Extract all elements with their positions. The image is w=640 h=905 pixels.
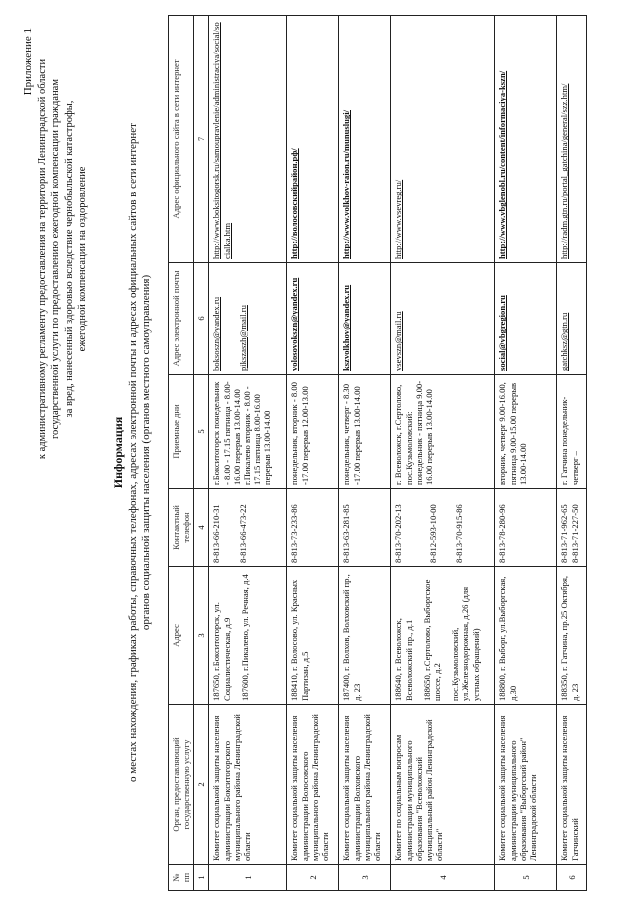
table-row [209, 16, 287, 891]
site-link[interactable]: http://radm.gtn.ru/portal_gatchina/general/szz.htm/ [559, 83, 570, 259]
site-cell [557, 16, 587, 263]
row-number: 3 [339, 865, 391, 891]
table-row [339, 16, 391, 891]
phone-cell [209, 489, 287, 567]
email-link[interactable]: kszvolkhov@yandex.ru [341, 284, 352, 371]
address-line: пос.Кузьмоловский, ул.Железнодорожная, д.26 (для устных обращений) [450, 586, 481, 701]
header-cell: Приемные дни [169, 375, 194, 489]
column-number: 2 [194, 705, 209, 865]
days-cell [339, 375, 391, 489]
address-cell [495, 567, 557, 705]
organ-cell: Комитет социальной защиты населения администрации муниципального образования "Выборгский район" Ленинградской области [495, 705, 557, 865]
site-cell [391, 16, 495, 263]
column-number: 3 [194, 567, 209, 705]
email-link[interactable]: pikszaszh@mail.ru [237, 305, 248, 371]
days-line: г. Всеволожск, г.Сертолово, пос.Кузьмоловский: понедельник - пятница 9.00-16.00 перерыв 13.00-14.00 [393, 380, 435, 485]
row-number: 1 [209, 865, 287, 891]
heading-line: о местах нахождения, графиках работы, справочных телефонах, адресах электронной почты и адресах официальных сайтов в сети интернет [126, 123, 139, 782]
header-cell: Адрес официального сайта в сети интернет [169, 16, 194, 263]
phone-cell [339, 489, 391, 567]
column-number: 1 [194, 865, 209, 891]
column-number: 5 [194, 375, 209, 489]
days-line: вторник, четверг 9.00-16.00, пятница 9.00-15.00 перерыв 13.00-14.00 [497, 382, 528, 485]
phone-line: 8-813-63-281-85 [341, 504, 352, 563]
phone-line: 8-813-66-473-22 [237, 504, 248, 563]
appendix-block [22, 24, 90, 494]
address-line: 187400, г. Волхов, Волховский пр., д. 23 [341, 574, 362, 701]
email-link[interactable]: boksoszn@yandex.ru [211, 296, 222, 371]
column-number: 7 [194, 16, 209, 263]
days-line: понедельник, вторник - 8.00 -17.00 перерыв 12.00-13.00 [289, 382, 310, 485]
appendix-line: государственной услуги по предоставлению ежегодной компенсации гражданам [50, 79, 61, 439]
days-cell [557, 375, 587, 489]
table-row [495, 16, 557, 891]
appendix-title: Приложение 1 [22, 28, 34, 96]
heading-line: органов социальной защиты населения (органов местного самоуправления) [140, 274, 152, 631]
table-row [287, 16, 339, 891]
organ-cell: Комитет социальной защиты населения администрации Волосовского муниципального района Ленинградской области [287, 705, 339, 865]
row-number: 6 [557, 865, 587, 891]
address-cell [287, 567, 339, 705]
column-number-row [194, 16, 209, 891]
site-link[interactable]: http://волосовскийрайон.рф/ [289, 148, 300, 259]
phone-line: 8-813-70-202-13 [393, 504, 404, 563]
appendix-line: к административному регламенту предоставления на территории Ленинградской области [36, 58, 48, 460]
address-line: 188800, г. Выборг, ул.Выборгская, д.30 [497, 576, 518, 701]
days-cell [209, 375, 287, 489]
address-line: 188410, г. Волосово, ул. Красных Партизан, д.5 [289, 579, 310, 701]
header-cell: Контактный телефон [169, 489, 194, 567]
address-line: 187600, г.Пикалево, ул. Речная, д.4 [239, 574, 250, 701]
heading-title: Информация [111, 416, 125, 489]
table-header-row [169, 16, 194, 891]
email-cell [495, 263, 557, 375]
table-row [391, 16, 495, 891]
site-cell [209, 16, 287, 263]
email-link[interactable]: social@vbgregion.ru [497, 295, 508, 371]
site-cell [287, 16, 339, 263]
document-heading [112, 30, 154, 875]
phone-cell [287, 489, 339, 567]
site-cell [339, 16, 391, 263]
email-cell [557, 263, 587, 375]
email-link[interactable]: vsevszn@mail.ru [393, 311, 404, 371]
site-link[interactable]: http://www.vsevreg.ru/ [393, 179, 404, 259]
address-line: 188350, г. Гатчина, пр.25 Октября, д. 23 [559, 575, 580, 701]
days-line: г.Бокситогорск понедельник - 8.00 - 17.15 пятница - 8.00-16.00 перерыв 13.00-14.00 [211, 381, 242, 485]
organ-cell: Комитет по социальным вопросам администрации муниципального образования "Всеволожский муниципальный район Ленинградской области" [391, 705, 495, 865]
offices-table [168, 15, 587, 891]
column-number: 4 [194, 489, 209, 567]
address-line: 188640, г. Всеволожск, Всеволожский пр., д.1 [393, 618, 414, 701]
email-link[interactable]: gatchksz@gtn.ru [559, 312, 570, 371]
email-cell [209, 263, 287, 375]
email-cell [287, 263, 339, 375]
header-cell: Орган, предоставляющий государственную услугу [169, 705, 194, 865]
row-number: 2 [287, 865, 339, 891]
site-cell [495, 16, 557, 263]
site-link[interactable]: http://www.volkhov-raion.ru/munuslugi/ [341, 110, 352, 259]
email-cell [391, 263, 495, 375]
phone-line: 8-813-66-210-31 [211, 504, 222, 563]
appendix-line: за вред, нанесенный здоровью вследствие чернобыльской катастрофы, [63, 100, 75, 418]
phone-cell [391, 489, 495, 567]
address-cell [391, 567, 495, 705]
row-number: 5 [495, 865, 557, 891]
days-cell [495, 375, 557, 489]
phone-line: 8-813-78-280-96 [497, 504, 508, 563]
phone-line: 8-813-71-962-65 [559, 504, 570, 563]
phone-cell [495, 489, 557, 567]
header-cell: Адрес [169, 567, 194, 705]
phone-line: 8-813-73-233-86 [289, 504, 300, 563]
address-cell [339, 567, 391, 705]
header-cell: № пп [169, 865, 194, 891]
column-number: 6 [194, 263, 209, 375]
site-link[interactable]: http://www.vbglenobl.ru/content/informaciya-kszn/ [497, 70, 508, 259]
days-line: понедельник, четверг - 8.30 -17.00 перерыв 13.00-14.00 [341, 384, 362, 485]
email-link[interactable]: volosovokszn@yandex.ru [289, 277, 300, 371]
address-line: 187650, г.Бокситогорск, ул. Социалистическая, д.9 [211, 602, 232, 701]
days-line: г.Пикалево вторник - 8.00 - 17.15 пятница 8.00-16.00 перерыв 13.00-14.00 [242, 386, 273, 485]
organ-cell: Комитет социальной защиты населения Гатчинский [557, 705, 587, 865]
email-cell [339, 263, 391, 375]
table-row [557, 16, 587, 891]
address-cell [557, 567, 587, 705]
phone-cell [557, 489, 587, 567]
phone-line: 8-813-70-915-86 [453, 504, 464, 563]
organ-cell: Комитет социальной защиты населения администрации Бокситогорского муниципального района Ленинградской области [209, 705, 287, 865]
address-line: 188650, г.Сертолово, Выборгское шоссе, д.2 [421, 579, 443, 701]
phone-line: 8-812-593-10-00 [427, 504, 438, 563]
days-cell [287, 375, 339, 489]
days-line: г. Гатчина понедельник-четверг – [559, 396, 580, 485]
address-cell [209, 567, 287, 705]
appendix-line: ежегодной компенсации на оздоровление [77, 166, 88, 352]
days-cell [391, 375, 495, 489]
header-cell: Адрес электронной почты [169, 263, 194, 375]
organ-cell: Комитет социальной защиты населения администрации Волховского муниципального района Ленинградской области [339, 705, 391, 865]
site-link[interactable]: http://www.boksitogorsk.ru/samoupravlenie/administraciya/social/socialka.htm [211, 22, 232, 259]
row-number: 4 [391, 865, 495, 891]
phone-line: 8-813-71-227-50 [569, 504, 580, 563]
